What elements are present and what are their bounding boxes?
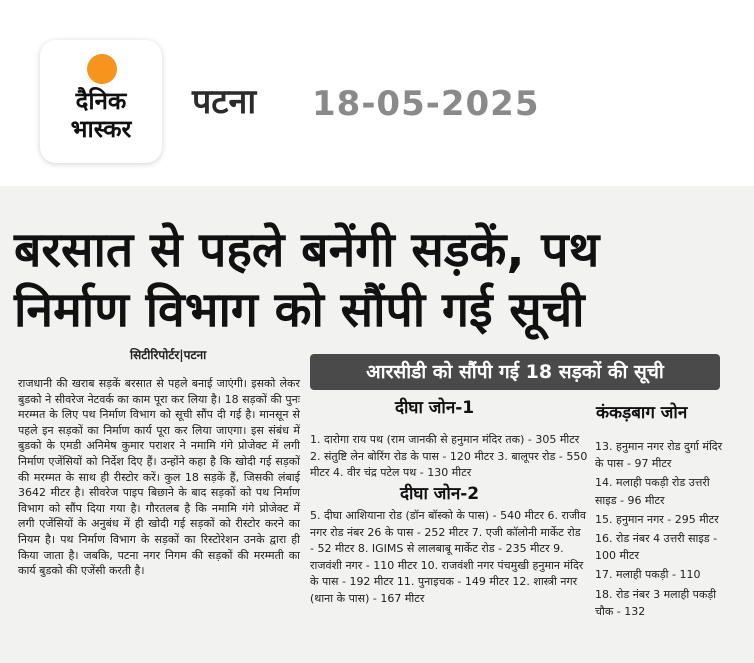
app-header [0,0,754,185]
sun-icon [87,54,117,84]
list-item: 14. मलाही पकड़ी रोड उत्तरी साइड - 96 मीटर [595,476,710,507]
logo-text-line1: दैनिक [75,87,127,115]
article-body: राजधानी की खराब सड़कें बरसात से पहले बनाई जाएंगी। इसको लेकर बुडको ने सीवरेज नेटवर्क का काम पूरा कर लिया है। 18 सड़कों की पुनः मरम्मत के लिए पथ निर्माण विभाग को सूची सौंप दी गई है। मानसून से पहले इन सड़कों का निर्माण कार्य पूरा कर लिया जाएगा। इस संबंध में बुडको के एमडी अनिमेष कुमार पराशर ने नमामि गंगे प्रोजेक्ट में लगी निर्माण एजेंसियों को निर्देश दिए हैं। उन्होंने कहा है कि खोदी गई सड़कों की मरम्मत के साथ ही रीस्टोर करें। कुल 18 सड़कें हैं, जिसकी लंबाई 3642 मीटर है। सीवरेज पाइप बिछाने के बाद सड़कों को पथ निर्माण विभाग को सौंप दिया गया है। गौरतलब है कि नमामि गंगे प्रोजेक्ट में लगी एजेंसियों के अनुबंध में ही खोदी गई सड़कों को रीस्टोर करने का नियम है। पथ निर्माण विभाग के सड़कों का रिस्टोरेशन उनके द्वारा ही किया जाता है। जबकि, पटना नगर निगम की सड़कों की मरम्मती का कार्य बुडको की एजेंसी करती है। [18,377,300,578]
byline: सिटीरिपोर्टर|पटना [130,348,207,362]
list-item: 18. रोड नंबर 3 मलाही पकड़ी चौक - 132 [595,587,717,618]
list-banner [310,354,720,390]
zone-list-digha-1: 1. दारोगा राय पथ (राम जानकी से हनुमान मंदिर तक) - 305 मीटर 2. संतुष्टि लेन बोरिंग रोड के पास - 120 मीटर 3. बालूपर रोड - 550 मीटर 4. वीर चंद्र पटेल पथ - 130 मीटर [310,433,588,479]
dainik-bhaskar-logo[interactable] [40,40,162,163]
logo-text-line2: भास्कर [70,115,132,143]
zone-list-kankarbagh [595,438,727,622]
headline-line1: बरसात से पहले बनेंगी सड़कें, पथ [14,222,600,278]
zone-title-digha-1: दीघा जोन-1 [395,398,475,418]
list-item: 15. हनुमान नगर - 295 मीटर [595,512,719,526]
zone-title-kankarbagh: कंकड़बाग जोन [596,403,688,423]
zone-title-digha-2: दीघा जोन-2 [400,484,480,504]
list-item: 13. हनुमान नगर रोड दुर्गा मंदिर के पास - 97 मीटर [595,440,723,471]
zone-list-digha-2: 5. दीघा आशियाना रोड (डॉन बॉस्को के पास) - 540 मीटर 6. राजीव नगर रोड नंबर 26 के पास - 252 मीटर 7. एजी कॉलोनी मार्केट रोड - 52 मीटर 8. IGIMS से लालबाबू मार्केट रोड - 235 मीटर 9. राजवंशी नगर - 110 मीटर 10. राजवंशी नगर पंचमुखी हनुमान मंदिर के पास - 192 मीटर 11. पुनाइचक - 149 मीटर 12. शास्त्री नगर (थाना के पास) - 167 मीटर [310,509,586,605]
edition-date: 18-05-2025 [312,84,540,124]
edition-city: पटना [192,82,257,122]
list-banner-text: आरसीडी को सौंपी गई 18 सड़कों की सूची [366,361,664,383]
list-item: 17. मलाही पकड़ी - 110 [595,568,701,582]
list-item: 16. रोड नंबर 4 उत्तरी साइड - 100 मीटर [595,532,718,563]
headline-line2: निर्माण विभाग को सौंपी गई सूची [14,282,585,338]
